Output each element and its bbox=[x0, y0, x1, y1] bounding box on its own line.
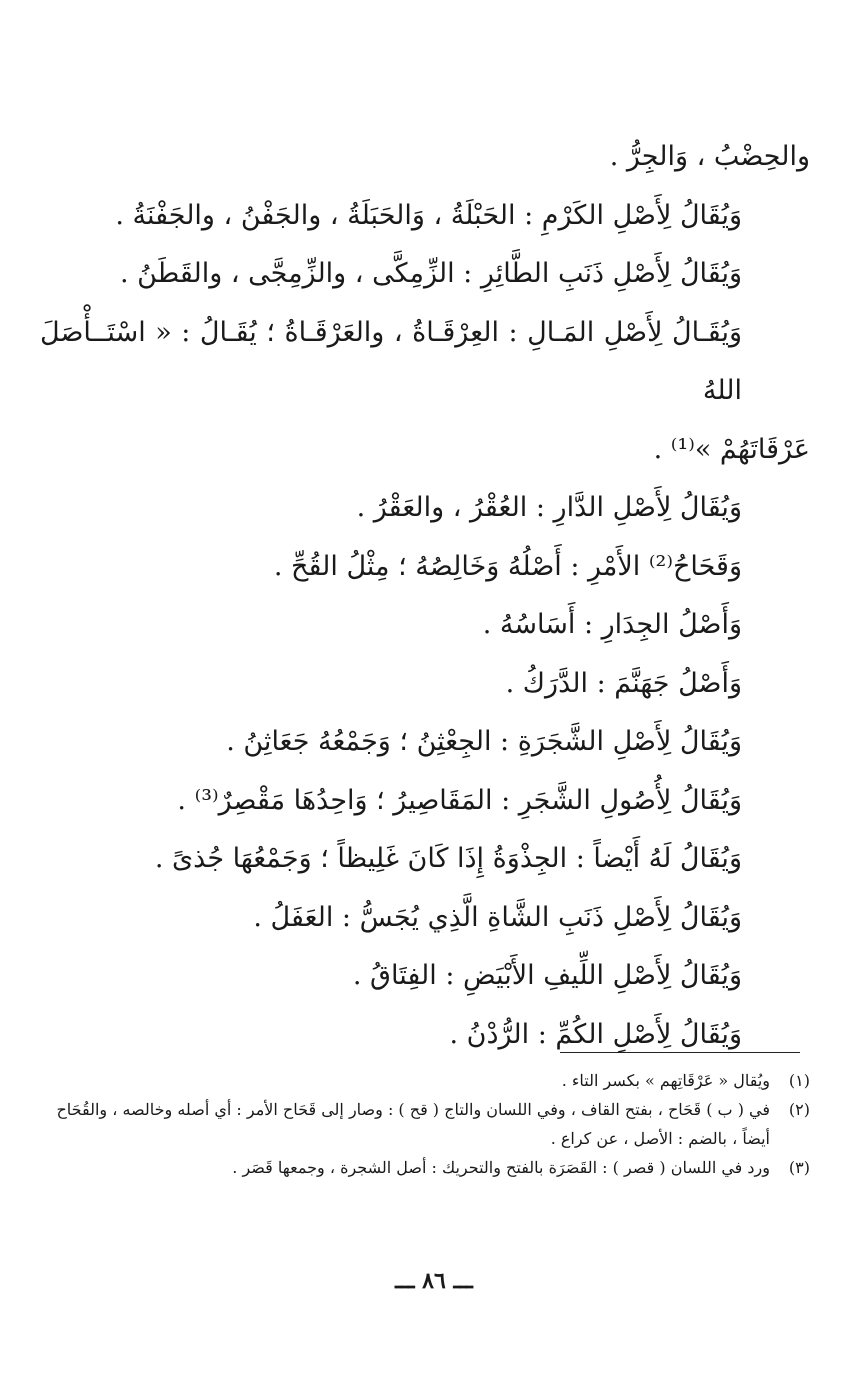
text-line: وَيُقَالُ لِأَصْلِ الدَّارِ : العُقْرُ ، والعَقْرُ . bbox=[356, 492, 742, 523]
footnotes bbox=[40, 1066, 810, 1182]
text-line: وَيُقَالُ لَهُ أَيْضاً : الجِذْوَةُ إِذَا كَانَ غَلِيظاً ؛ وَجَمْعُهَا جُذىً . bbox=[154, 843, 742, 874]
text-line: وَأَصْلُ جَهَنَّمَ : الدَّرَكُ . bbox=[505, 667, 742, 699]
text-line: وَأَصْلُ الجِدَارِ : أَسَاسُهُ . bbox=[482, 609, 742, 640]
footnote-item bbox=[40, 1066, 810, 1095]
text-line: وَقَحَاحُ⁽²⁾ الأَمْرِ : أَصْلُهُ وَخَالِصُهُ ؛ مِثْلُ القُحِّ . bbox=[273, 550, 742, 582]
text-line: وَيُقَالُ لِأَصْلِ الكُمِّ : الرُّدْنُ . bbox=[449, 1018, 742, 1050]
footnote-divider bbox=[560, 1052, 800, 1053]
footnote-item bbox=[40, 1095, 810, 1153]
text-line: وَيُقَالُ لِأَصْلِ اللِّيفِ الأَبْيَضِ : الفِتَاقُ . bbox=[352, 960, 742, 991]
footnote-text: ويُقال « عَرْقَاتِهم » بكسر التاء . bbox=[561, 1071, 770, 1090]
text-line: وَيُقَالُ لِأَصْلِ ذَنَبِ الطَّائِرِ : الزِّمِكَّى ، والزِّمِجَّى ، والقَطَنُ . bbox=[119, 258, 742, 289]
footnote-text: في ( ب ) قَحَاح ، بفتح القاف ، وفي اللسان والتاج ( قح ) : وصار إلى قَحَاح الأمر : أي أصله وخالصه ، والقُحَاح أيضاً ، بالضم : الأصل ، عن كراع . bbox=[56, 1100, 770, 1148]
footnote-item bbox=[40, 1153, 810, 1182]
text-line: عَرْقَاتَهُمْ »⁽¹⁾ . bbox=[653, 433, 810, 465]
main-text bbox=[40, 128, 810, 1064]
text-line: وَيُقَـالُ لِأَصْلِ المَـالِ : العِرْقَـاةُ ، والعَرْقَـاةُ ؛ يُقَـالُ : « اسْتَــأْصَلَ اللهُ bbox=[40, 316, 742, 406]
text-line: وَيُقَالُ لِأَصْلِ ذَنَبِ الشَّاةِ الَّذِي يُجَسُّ : العَفَلُ . bbox=[253, 901, 742, 933]
text-line: وَيُقَالُ لِأَصْلِ الكَرْمِ : الحَبْلَةُ ، وَالحَبَلَةُ ، والجَفْنُ ، والجَفْنَةُ . bbox=[115, 199, 742, 231]
footnote-text: ورد في اللسان ( قصر ) : القَصَرَة بالفتح والتحريك : أصل الشجرة ، وجمعها قَصَر . bbox=[232, 1158, 770, 1177]
footnote-number: (٢) bbox=[788, 1100, 810, 1119]
text-line: وَيُقَالُ لِأُصُولِ الشَّجَرِ : المَقَاصِيرُ ؛ وَاحِدُهَا مَقْصِرٌ⁽³⁾ . bbox=[177, 784, 742, 816]
footnote-number: (٣) bbox=[788, 1158, 810, 1177]
page-number: ـــ ٨٦ ـــ bbox=[395, 1268, 473, 1294]
footnote-number: (١) bbox=[788, 1071, 810, 1090]
text-line: والحِضْبُ ، وَالجِرُّ . bbox=[609, 141, 810, 172]
text-line: وَيُقَالُ لِأَصْلِ الشَّجَرَةِ : الجِعْثِنُ ؛ وَجَمْعُهُ جَعَاثِنُ . bbox=[226, 726, 742, 757]
